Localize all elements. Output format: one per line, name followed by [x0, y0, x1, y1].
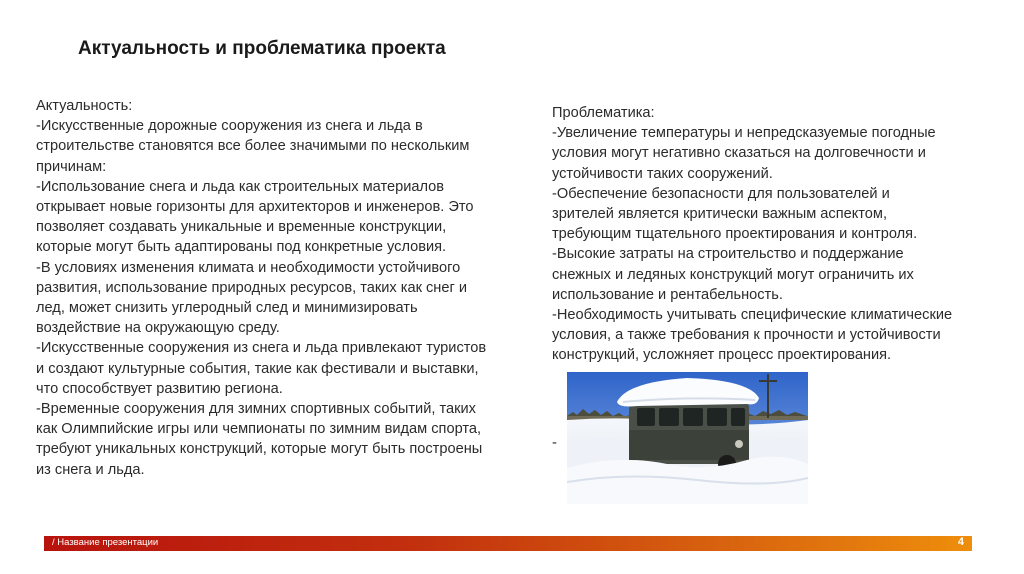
- slide-title: Актуальность и проблематика проекта: [78, 38, 446, 59]
- trailing-dash: -: [552, 434, 557, 451]
- text-line: -Использование снега и льда как строительных материалов: [36, 178, 445, 195]
- snow-covered-van-photo: [567, 372, 808, 504]
- text-line: -Увеличение температуры и непредсказуемые погодные: [552, 125, 936, 142]
- text-line: -Обеспечение безопасности для пользователей и: [552, 185, 890, 202]
- text-line: позволяет создавать уникальные и временные конструкции,: [36, 219, 447, 236]
- text-line: зрителей является критически важным аспектом,: [552, 206, 887, 223]
- text-line: условия, а также требования к прочности и устойчивости: [552, 327, 941, 344]
- text-line: -Временные сооружения для зимних спортивных событий, таких: [36, 401, 476, 418]
- text-line: -Необходимость учитывать специфические климатические: [552, 307, 953, 324]
- text-line: что способствует развитию региона.: [36, 380, 283, 397]
- text-line: конструкций, усложняет процесс проектирования.: [552, 347, 892, 364]
- footer-bar: [44, 536, 972, 551]
- text-line: устойчивости таких сооружений.: [552, 165, 773, 182]
- presentation-name: / Название презентации: [52, 537, 159, 548]
- text-line: -Высокие затраты на строительство и поддержание: [552, 246, 904, 263]
- text-line: строительстве становятся все более значимыми по нескольким: [36, 138, 470, 155]
- text-line: использование и рентабельность.: [552, 286, 783, 303]
- text-line: как Олимпийские игры или чемпионаты по зимним видам спорта,: [36, 421, 482, 438]
- text-line: -В условиях изменения климата и необходимости устойчивого: [36, 259, 461, 276]
- text-line: и создают культурные события, такие как фестивали и выставки,: [36, 360, 479, 377]
- text-line: причинам:: [36, 158, 107, 175]
- text-line: лед, может снизить углеродный след и минимизировать: [36, 300, 418, 317]
- text-line: Проблематика:: [552, 105, 655, 121]
- text-line: -Искусственные дорожные сооружения из снега и льда в: [36, 118, 423, 135]
- text-line: развития, использование природных ресурсов, таких как снег и: [36, 279, 468, 296]
- text-line: снежных и ледяных конструкций могут ограничить их: [552, 266, 914, 283]
- text-line: условия могут негативно сказаться на долговечности и: [552, 145, 926, 162]
- text-line: воздействие на окружающую среду.: [36, 320, 280, 337]
- text-line: требуют уникальных конструкций, которые могут быть построены: [36, 441, 483, 458]
- text-line: открывает новые горизонты для архитекторов и инженеров. Это: [36, 199, 474, 216]
- text-line: требующим тщательного проектирования и контроля.: [552, 226, 918, 243]
- relevance-text-block: [36, 96, 528, 480]
- text-line: из снега и льда.: [36, 461, 145, 478]
- text-line: Актуальность:: [36, 98, 133, 114]
- problems-text-block: [552, 103, 992, 366]
- text-line: -Искусственные сооружения из снега и льда привлекают туристов: [36, 340, 487, 357]
- text-line: которые могут быть адаптированы под конкретные условия.: [36, 239, 447, 256]
- page-number: 4: [957, 536, 964, 548]
